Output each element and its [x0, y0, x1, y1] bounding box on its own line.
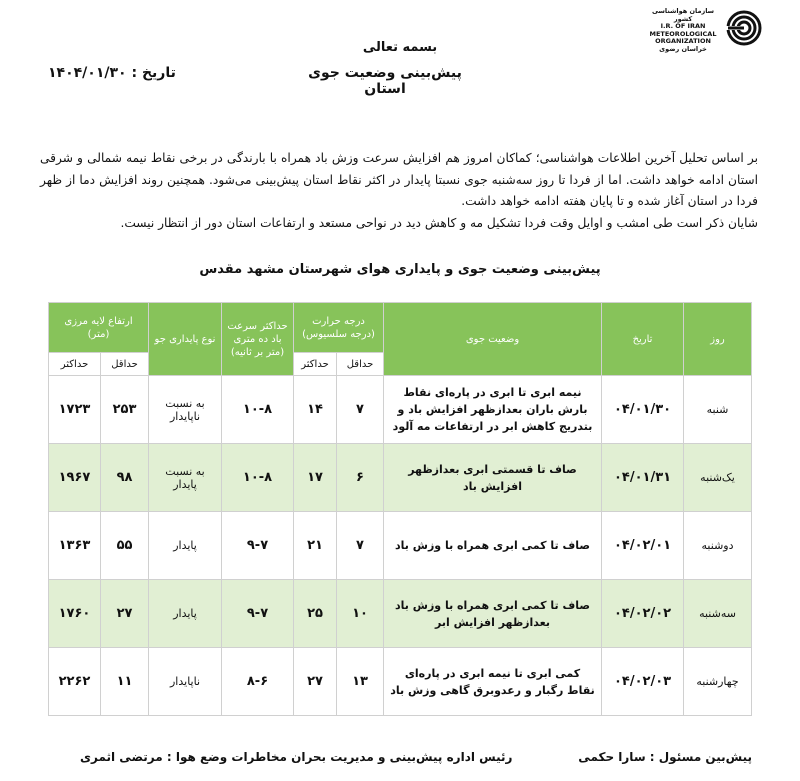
- header-temp-min: حداقل: [337, 353, 384, 376]
- cell-day: چهارشنبه: [684, 648, 752, 716]
- header-wind: [222, 303, 294, 376]
- cell-date: ۰۴/۰۲/۰۱: [602, 512, 684, 580]
- header-temperature: [294, 303, 384, 353]
- cell-weather: کمی ابری تا نیمه ابری در پاره‌ای نقاط رگبار و رعدوبرق گاهی وزش باد: [384, 648, 602, 716]
- cell-temp-min: ۶: [337, 444, 384, 512]
- header-date: تاریخ: [602, 303, 684, 376]
- header-boundary-min: حداقل: [101, 353, 149, 376]
- cell-boundary-min: ۲۷: [101, 580, 149, 648]
- logo-line-1: سازمان هواشناسی کشور: [651, 7, 715, 23]
- cell-wind: ۱۰-۸: [222, 376, 294, 444]
- forecast-table: [48, 302, 752, 716]
- cell-day: سه‌شنبه: [684, 580, 752, 648]
- forecast-paragraph-2: شایان ذکر است طی امشب و اوایل وقت فردا تشکیل مه و کاهش دید در نواحی مستعد و ارتفاعات استان دور از انتظار نیست.: [120, 215, 758, 230]
- forecast-text: [40, 148, 758, 234]
- cell-stability: ناپایدار: [149, 648, 222, 716]
- table-row: [49, 512, 752, 580]
- cell-boundary-min: ۲۵۳: [101, 376, 149, 444]
- cell-boundary-max: ۲۲۶۲: [49, 648, 101, 716]
- cell-temp-min: ۱۰: [337, 580, 384, 648]
- cell-temp-min: ۷: [337, 512, 384, 580]
- forecast-paragraph-1: بر اساس تحلیل آخرین اطلاعات هواشناسی؛ کماکان امروز هم افزایش سرعت وزش باد همراه با بارندگی در برخی نقاط نیمه شمالی و شرقی استان ادامه خواهد داشت. اما از فردا تا روز سه‌شنبه جوی نسبتا پایدار در اکثر نقاط استان پیش‌بینی می‌شود. همچنین روند افزایش دما از ظهر فردا در استان آغاز شده و تا پایان هفته ادامه خواهد داشت.: [40, 151, 758, 208]
- cell-temp-max: ۲۵: [294, 580, 337, 648]
- cell-date: ۰۴/۰۲/۰۲: [602, 580, 684, 648]
- cell-wind: ۹-۷: [222, 580, 294, 648]
- cell-boundary-max: ۱۳۶۳: [49, 512, 101, 580]
- cell-temp-min: ۷: [337, 376, 384, 444]
- cell-wind: ۱۰-۸: [222, 444, 294, 512]
- cell-date: ۰۴/۰۲/۰۳: [602, 648, 684, 716]
- table-row: [49, 444, 752, 512]
- logo-line-5: خراسان رضوی: [659, 44, 707, 53]
- header-day: روز: [684, 303, 752, 376]
- header-weather: وضعیت جوی: [384, 303, 602, 376]
- cell-temp-max: ۲۷: [294, 648, 337, 716]
- document-title: پیش‌بینی وضعیت جوی استان: [308, 65, 462, 97]
- header-wind-label: حداکثر سرعت باد ده متری: [227, 320, 288, 345]
- cell-day: یک‌شنبه: [684, 444, 752, 512]
- cell-boundary-min: ۵۵: [101, 512, 149, 580]
- table-row: [49, 376, 752, 444]
- cell-temp-max: ۱۷: [294, 444, 337, 512]
- cell-stability: پایدار: [149, 580, 222, 648]
- cell-weather: نیمه ابری تا ابری در پاره‌ای نقاط بارش باران بعدازظهر افزایش باد و بتدریج کاهش ابر در ارتفاعات مه آلود: [384, 376, 602, 444]
- header-temperature-label: درجه حرارت: [312, 315, 365, 327]
- header-boundary-max: حداکثر: [49, 353, 101, 376]
- department-head-signature: رئیس اداره پیش‌بینی و مدیریت بحران مخاطرات وضع هوا : مرتضی اثمری: [80, 750, 513, 764]
- cell-temp-max: ۲۱: [294, 512, 337, 580]
- document-date: تاریخ : ۱۴۰۴/۰۱/۳۰: [48, 65, 176, 81]
- header-temp-max: حداکثر: [294, 353, 337, 376]
- header-wind-unit: (متر بر ثانیه): [230, 346, 285, 358]
- cell-stability: به نسبت پایدار: [149, 444, 222, 512]
- cell-temp-min: ۱۳: [337, 648, 384, 716]
- cell-weather: صاف تا کمی ابری همراه با وزش باد بعدازظهر افزایش ابر: [384, 580, 602, 648]
- cell-boundary-max: ۱۹۶۷: [49, 444, 101, 512]
- cell-boundary-max: ۱۷۶۰: [49, 580, 101, 648]
- cell-weather: صاف تا کمی ابری همراه با وزش باد: [384, 512, 602, 580]
- cell-stability: پایدار: [149, 512, 222, 580]
- cell-date: ۰۴/۰۱/۳۱: [602, 444, 684, 512]
- cell-wind: ۹-۷: [222, 512, 294, 580]
- table-title: پیش‌بینی وضعیت جوی و پایداری هوای شهرستان مشهد مقدس: [199, 262, 601, 277]
- cell-day: دوشنبه: [684, 512, 752, 580]
- logo-line-4: ORGANIZATION: [655, 37, 711, 45]
- header-stability: نوع پایداری جو: [149, 303, 222, 376]
- header-temperature-unit: (درجه سلسیوس): [302, 328, 375, 340]
- cell-boundary-max: ۱۷۲۳: [49, 376, 101, 444]
- cell-stability: به نسبت ناپایدار: [149, 376, 222, 444]
- table-row: [49, 580, 752, 648]
- cell-day: شنبه: [684, 376, 752, 444]
- table-row: [49, 648, 752, 716]
- forecaster-signature: پیش‌بین مسئول : سارا حکمی: [578, 750, 752, 764]
- bismillah-heading: بسمه تعالی: [362, 40, 438, 55]
- header-boundary-unit: (متر): [87, 328, 110, 340]
- header-boundary-label: ارتفاع لایه مرزی: [64, 315, 133, 327]
- cell-boundary-min: ۹۸: [101, 444, 149, 512]
- logo-line-2: I.R. OF IRAN: [660, 22, 706, 30]
- logo-line-3: METEOROLOGICAL: [649, 29, 717, 38]
- cell-boundary-min: ۱۱: [101, 648, 149, 716]
- cell-weather: صاف تا قسمتی ابری بعدازظهر افزایش باد: [384, 444, 602, 512]
- cell-wind: ۸-۶: [222, 648, 294, 716]
- cell-date: ۰۴/۰۱/۳۰: [602, 376, 684, 444]
- cell-temp-max: ۱۴: [294, 376, 337, 444]
- header-boundary-layer: [49, 303, 149, 353]
